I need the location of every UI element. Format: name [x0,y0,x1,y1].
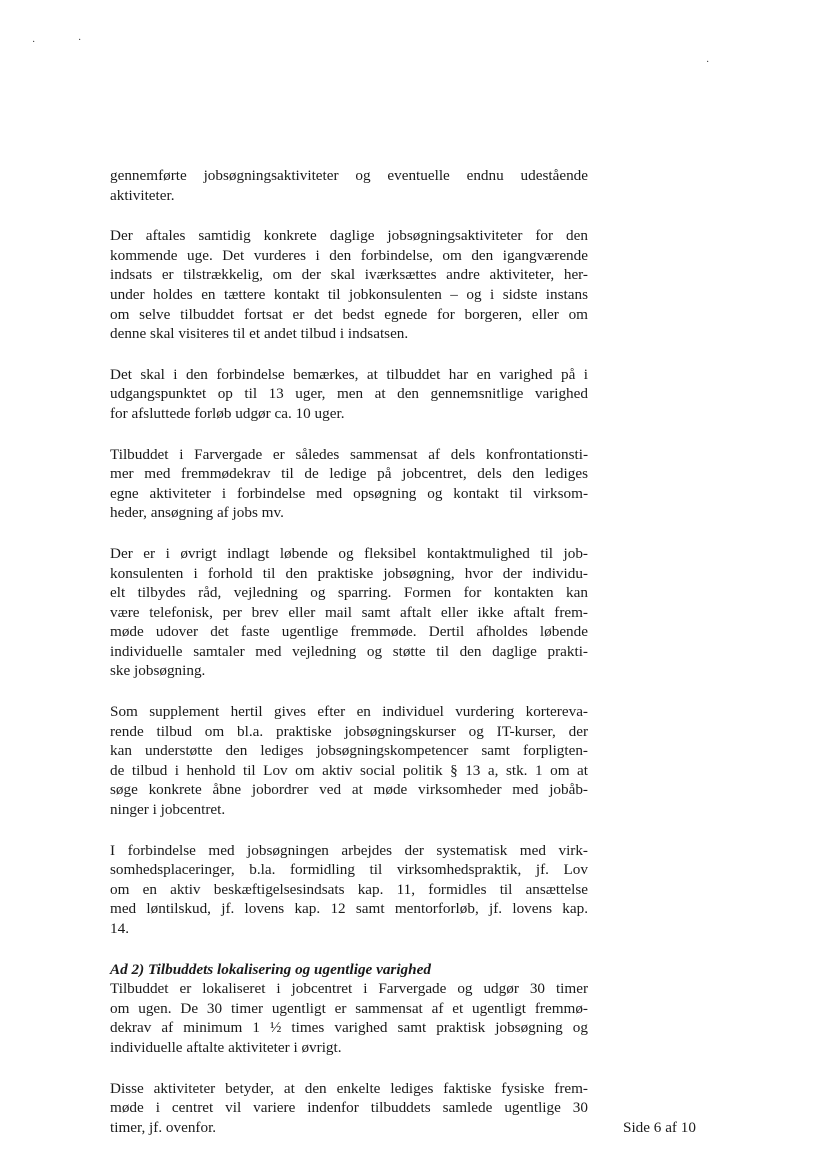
page-number: Side 6 af 10 [623,1119,696,1136]
text-line: være telefonisk, per brev eller mail samt aftalt eller ikke aftalt frem- [110,603,588,621]
text-line: kommende uge. Det vurderes i den forbindelse, om den igangværende [110,246,588,264]
text-line: 14. [110,920,129,937]
paragraph [110,1079,588,1138]
text-line: Der er i øvrigt indlagt løbende og fleksibel kontaktmulighed til job- [110,544,588,562]
text-line: møde i centret vil variere indenfor tilbuddets samlede ugentlige 30 [110,1099,588,1117]
text-line: Det skal i den forbindelse bemærkes, at tilbuddet har en varighed på i [110,365,588,383]
paragraph [110,445,588,523]
document-body [110,166,588,1158]
text-line: ske jobsøgning. [110,662,206,680]
text-line: I forbindelse med jobsøgningen arbejdes der systematisk med virk- [110,841,588,859]
text-line: søge konkrete åbne jobordrer ved at møde virksomheder med jobåb- [110,781,588,799]
paragraph [110,544,588,681]
section-heading: Ad 2) Tilbuddets lokalisering og ugentlige varighed [110,960,431,978]
paragraph [110,166,588,205]
text-line: elt tilbydes råd, vejledning og sparring. Formen for kontakten kan [110,584,588,602]
text-line: om en aktiv beskæftigelsesindsats kap. 11, formidles til ansættelse [110,880,588,898]
text-line: møde udover det faste ugentlige fremmøde. Dertil afholdes løbende [110,623,588,641]
text-line: timer, jf. ovenfor. [110,1118,217,1136]
text-line: individuelle aftalte aktiviteter i øvrigt. [110,1038,342,1056]
text-line: med løntilskud, jf. lovens kap. 12 samt mentorforløb, jf. lovens kap. [110,900,588,918]
scan-speck: · [32,37,36,48]
text-line: udgangspunktet op til 13 uger, men at den gennemsnitlige varighed [110,385,588,403]
text-line: konsulenten i forhold til den praktiske jobsøgning, hvor der individu- [110,564,588,582]
section [110,960,588,1138]
paragraph [110,226,588,344]
text-line: Tilbuddet er lokaliseret i jobcentret i Farvergade og udgør 30 timer [110,980,588,998]
text-line: de tilbud i henhold til Lov om aktiv social politik § 13 a, stk. 1 om at [110,761,588,779]
paragraph [110,365,588,424]
text-line: om ugen. De 30 timer ugentligt er sammensat af et ugentligt fremmø- [110,999,588,1017]
scan-speck: · [706,57,710,68]
text-line: aktiviteter. [110,186,175,204]
text-line: indsats er tilstrækkelig, om der skal iværksættes andre aktiviteter, her- [110,266,588,284]
text-line: Der aftales samtidig konkrete daglige jobsøgningsaktiviteter for den [110,227,588,245]
paragraph [110,702,588,820]
text-line: under holdes en tættere kontakt til jobkonsulenten – og i sidste instans [110,285,588,303]
text-line: egne aktiviteter i forbindelse med opsøgning og kontakt til virksom- [110,484,588,502]
text-line: ninger i jobcentret. [110,801,226,819]
paragraph [110,841,588,939]
text-line: for afsluttede forløb udgør ca. 10 uger. [110,404,345,422]
text-line: Som supplement hertil gives efter en individuel vurdering korterevа- [110,703,588,721]
text-line: dekrav af minimum 1 ½ times varighed samt praktisk jobsøgning og [110,1019,588,1037]
text-line: kan understøtte den lediges jobsøgningskompetencer samt forpligten- [110,742,588,760]
text-line: Tilbuddet i Farvergade er således sammensat af dels konfrontationsti- [110,445,588,463]
text-line: somhedsplaceringer, b.la. formidling til virksomhedspraktik, jf. Lov [110,861,588,879]
text-line: Disse aktiviteter betyder, at den enkelte lediges faktiske fysiske frem- [110,1079,588,1097]
text-line: om selve tilbuddet fortsat er det bedst egnede for borgeren, eller om [110,305,588,323]
text-line: rende tilbud om bl.a. praktiske jobsøgningskurser og IT-kurser, der [110,722,588,740]
text-line: mer med fremmødekrav til de ledige på jobcentret, dels den lediges [110,465,588,483]
text-line: gennemførte jobsøgningsaktiviteter og eventuelle endnu udestående [110,167,588,184]
text-line: denne skal visiteres til et andet tilbud i indsatsen. [110,325,409,343]
paragraph [110,979,588,1057]
scan-speck: · [78,35,82,46]
text-line: heder, ansøgning af jobs mv. [110,504,284,522]
text-line: individuelle samtaler med vejledning og støtte til den daglige prakti- [110,642,588,660]
